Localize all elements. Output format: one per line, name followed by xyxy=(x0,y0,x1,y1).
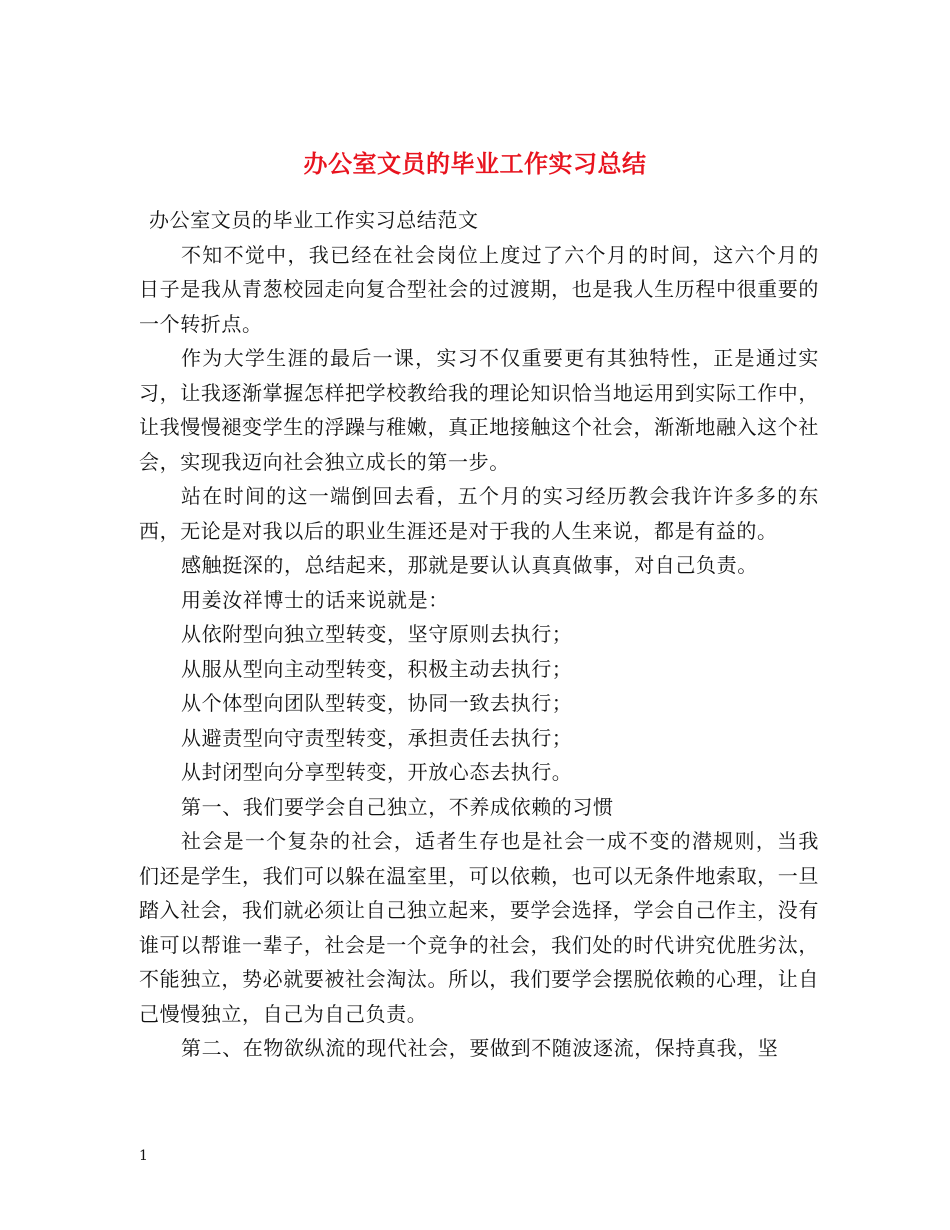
paragraph-4: 感触挺深的，总结起来，那就是要认认真真做事，对自己负责。 xyxy=(181,553,758,577)
paragraph-3: 站在时间的这一端倒回去看，五个月的实习经历教会我许许多多的东西，无论是对我以后的职业生涯还是对于我的人生来说，都是有益的。 xyxy=(139,484,819,543)
list-item-2: 从服从型向主动型转变，积极主动去执行； xyxy=(181,656,573,681)
list-item-1: 从依附型向独立型转变，坚守原则去执行； xyxy=(181,622,573,646)
section-heading-1: 第一、我们要学会自己独立，不养成依赖的习惯 xyxy=(181,794,614,819)
paragraph-5: 用姜汝祥博士的话来说就是： xyxy=(181,587,449,612)
page-number: 1 xyxy=(139,1148,148,1164)
document-subtitle: 办公室文员的毕业工作实习总结范文 xyxy=(149,208,479,232)
list-item-5: 从封闭型向分享型转变，开放心态去执行。 xyxy=(181,760,573,784)
list-item-4: 从避责型向守责型转变，承担责任去执行； xyxy=(181,725,573,750)
list-item-3: 从个体型向团队型转变，协同一致去执行； xyxy=(181,691,573,715)
paragraph-6: 社会是一个复杂的社会，适者生存也是社会一成不变的潜规则，当我们还是学生，我们可以躲在温室里，可以依赖，也可以无条件地索取，一旦踏入社会，我们就必须让自己独立起来，要学会选择，学会自己作主，没有谁可以帮谁一辈子，社会是一个竞争的社会，我们处的时代讲究优胜劣汰，不能独立，势必就要被社会淘汰。所以，我们要学会摆脱依赖的心理，让自己慢慢独立，自己为自己负责。 xyxy=(139,829,819,1026)
section-heading-2: 第二、在物欲纵流的现代社会，要做到不随波逐流，保持真我，坚 xyxy=(181,1036,779,1060)
paragraph-1: 不知不觉中，我已经在社会岗位上度过了六个月的时间，这六个月的日子是我从青葱校园走向复合型社会的过渡期，也是我人生历程中很重要的一个转折点。 xyxy=(139,242,819,336)
document-body xyxy=(139,203,819,1066)
page-title: 办公室文员的毕业工作实习总结 xyxy=(303,149,647,179)
paragraph-2: 作为大学生涯的最后一课，实习不仅重要更有其独特性，正是通过实习，让我逐渐掌握怎样把学校教给我的理论知识恰当地运用到实际工作中，让我慢慢褪变学生的浮躁与稚嫩，真正地接触这个社会，渐渐地融入这个社会，实现我迈向社会独立成长的第一步。 xyxy=(139,346,819,474)
